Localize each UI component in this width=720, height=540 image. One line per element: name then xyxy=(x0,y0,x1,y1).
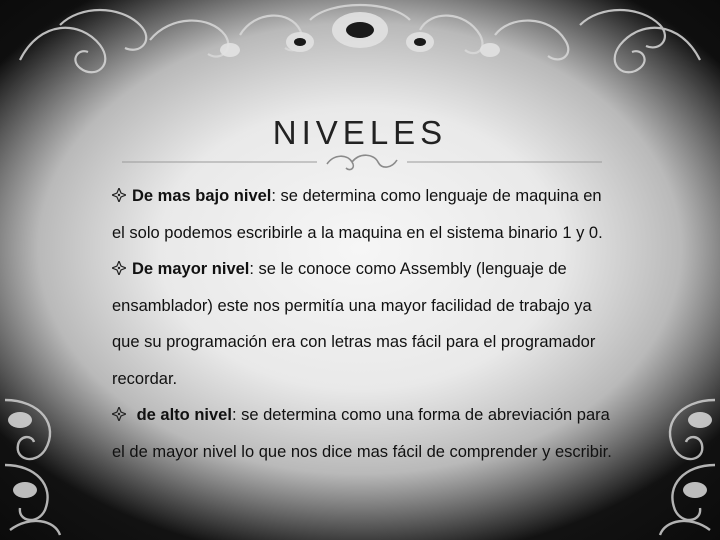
diamond-bullet-icon xyxy=(112,407,126,421)
bullet-term: De mas bajo nivel xyxy=(132,187,272,205)
right-flourish-ornament xyxy=(630,380,720,540)
list-item xyxy=(112,178,612,251)
bullet-term: De mayor nivel xyxy=(132,260,250,278)
list-item xyxy=(112,397,612,470)
top-flourish-ornament xyxy=(0,0,720,90)
bullet-text: : se determina como una forma de abreviación para el de mayor nivel lo que nos dice mas fácil de comprender y escribir. xyxy=(112,406,612,461)
scroll-flourish-icon xyxy=(327,155,397,169)
list-item xyxy=(112,251,612,397)
bullet-term: de alto nivel xyxy=(132,406,232,424)
bullet-list xyxy=(112,178,612,470)
slide-title: NIVELES xyxy=(272,114,448,152)
bullet-text: : se le conoce como Assembly (lenguaje de ensamblador) este nos permitía una mayor facilidad de trabajo ya que su programación era con letras mas fácil para el programador recordar. xyxy=(112,260,596,388)
diamond-bullet-icon xyxy=(112,261,126,275)
diamond-bullet-icon xyxy=(112,188,126,202)
title-divider xyxy=(112,150,612,174)
left-flourish-ornament xyxy=(0,380,90,540)
bullet-text: : se determina como lenguaje de maquina en el solo podemos escribirle a la maquina en el sistema binario 1 y 0. xyxy=(112,187,603,242)
